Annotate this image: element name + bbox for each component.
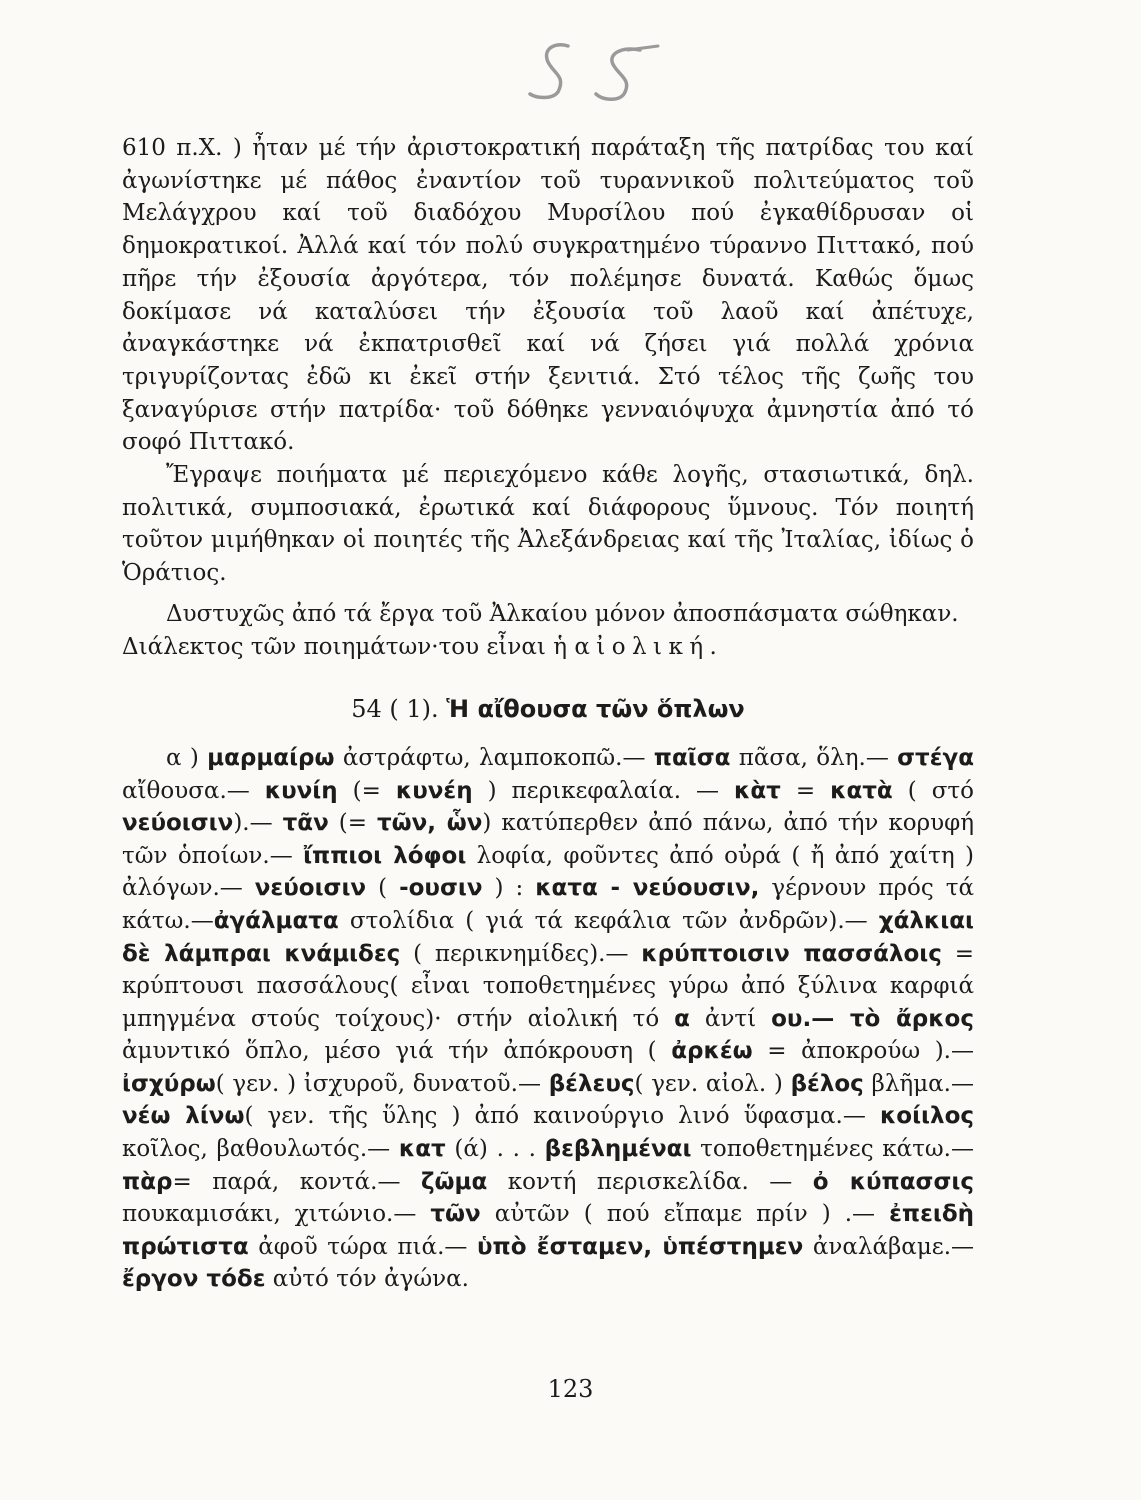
gloss-term: μαρμαίρω	[207, 744, 335, 771]
gloss-text: (=	[328, 810, 377, 837]
intro-paragraph-2: Ἔγραψε ποιήματα μέ περιεχόμενο κάθε λογῆς, στασιωτικά, δηλ. πολιτικά, συμποσιακά, ἐρωτικά καί διάφορους ὕμνους. Τόν ποιητή τοῦτον μιμήθηκαν οἱ ποιητές τῆς Ἀλεξάνδρειας καί τῆς Ἰταλίας, ἰδίως ὁ Ὁράτιος.	[122, 462, 974, 587]
intro-paragraph-1: 610 π.Χ. ) ἦταν μέ τήν ἀριστοκρατική παράταξη τῆς πατρίδας του καί ἀγωνίστηκε μέ πάθος ἐναντίον τοῦ τυραννικοῦ πολιτεύματος τοῦ Μελάγχρου καί τοῦ διαδόχου Μυρσίλου πού ἐγκαθίδρυσαν οἱ δημοκρατικοί. Ἀλλά καί τόν πολύ συγκρατημένο τύραννο Πιττακό, πού πῆρε τήν ἐξουσία ἀργότερα, τόν πολέμησε δυνατά. Καθώς ὅμως δοκίμασε νά καταλύσει τήν ἐξουσία τοῦ λαοῦ καί ἀπέτυχε, ἀναγκάστηκε νά ἐκπατρισθεῖ καί νά ζήσει γιά πολλά χρόνια τριγυρίζοντας ἐδῶ κι ἐκεῖ στήν ξενιτιά. Στό τέλος τῆς ζωῆς του ξαναγύρισε στήν πατρίδα· τοῦ δόθηκε γενναιόψυχα ἀμνηστία ἀπό τό σοφό Πιττακό.	[122, 135, 974, 456]
gloss-text: ἀστράφτω, λαμποκοπῶ.—	[334, 744, 654, 771]
gloss-term: νεύοισιν	[122, 810, 234, 837]
gloss-text: ( περικνημίδες).—	[400, 940, 642, 967]
gloss-term: ὀ κύπασσις	[812, 1168, 974, 1195]
gloss-term: κυνίη	[264, 777, 338, 804]
intro-paragraph-4	[122, 631, 974, 664]
gloss-text: ἀφοῦ τώρα πιά.—	[248, 1233, 477, 1260]
glossary-paragraph	[122, 742, 974, 1296]
gloss-term: -ουσιν	[399, 875, 483, 902]
gloss-text: αἴθουσα.—	[122, 777, 265, 804]
gloss-term: κατὰ	[830, 777, 893, 804]
gloss-text: ) :	[482, 875, 536, 902]
gloss-term: παῖσα	[653, 744, 731, 771]
gloss-term: ἐπειδὴ πρώτιστα	[122, 1201, 975, 1260]
gloss-term: ἀγάλματα	[213, 907, 339, 934]
gloss-text: = παρά, κοντά.—	[172, 1168, 421, 1195]
gloss-term: τῶν, ὧν	[376, 810, 483, 837]
gloss-term: κοίιλος	[879, 1103, 975, 1130]
gloss-term: νεύοισιν	[254, 875, 367, 902]
gloss-term: α	[674, 1005, 690, 1032]
gloss-text: βλῆμα.—	[863, 1070, 974, 1097]
gloss-text: ).—	[233, 810, 283, 837]
gloss-term: κυνέη	[395, 777, 473, 804]
dialect-lead: Διάλεκτος τῶν ποιημάτων·του εἶναι ἡ	[122, 633, 567, 660]
gloss-text: ( γεν. τῆς ὕλης ) ἀπό καινούργιο λινό ὕφασμα.—	[244, 1103, 880, 1130]
gloss-text: ἀναλάβαμε.—	[803, 1233, 974, 1260]
gloss-term: βέλος	[790, 1070, 864, 1097]
gloss-text: αὐτό τόν ἀγώνα.	[265, 1266, 469, 1293]
gloss-text: κοντή περισκελίδα. —	[487, 1168, 813, 1195]
gloss-text: ) κατύπερθεν ἀπό πάνω, ἀπό τήν κορυφή τῶν ὁποίων.—	[122, 810, 974, 869]
gloss-text: (=	[337, 777, 396, 804]
gloss-text: (	[366, 875, 400, 902]
gloss-text: κοῖλος, βαθουλωτός.—	[122, 1136, 399, 1163]
gloss-term: κρύπτοισιν πασσάλοις	[641, 940, 942, 967]
page-body	[122, 132, 974, 1296]
gloss-term: νέω λίνω	[122, 1103, 245, 1130]
gloss-term: τᾶν	[282, 810, 329, 837]
gloss-text: γέρνουν πρός τά κάτω.—	[122, 875, 975, 934]
gloss-term: βεβλημέναι	[544, 1136, 692, 1163]
gloss-term: κὰτ	[734, 777, 781, 804]
gloss-term: ἴππιοι λόφοι	[303, 842, 467, 869]
section-title: Ἡ αἴθουσα τῶν ὅπλων	[446, 695, 745, 724]
gloss-text: (ά) . . .	[445, 1136, 545, 1163]
intro-paragraph-3: Δυστυχῶς ἀπό τά ἔργα τοῦ Ἀλκαίου μόνον ἀποσπάσματα σώθηκαν.	[166, 600, 959, 627]
gloss-term: κατ	[398, 1136, 446, 1163]
gloss-text: = ἀποκρούω ).—	[752, 1038, 974, 1065]
gloss-term: κατα - νεύουσιν,	[535, 875, 760, 902]
gloss-text: τοποθετημένες κάτω.—	[691, 1136, 974, 1163]
gloss-term: τῶν	[430, 1201, 481, 1228]
gloss-text: ἀμυντικό ὅπλο, μέσο γιά τήν ἀπόκρουση (	[122, 1038, 672, 1065]
gloss-term: πὰρ	[122, 1168, 173, 1195]
page-number: 123	[547, 1375, 594, 1403]
gloss-text: ( γεν. ) ἰσχυροῦ, δυνατοῦ.—	[215, 1070, 549, 1097]
gloss-term: στέγα	[897, 744, 975, 771]
gloss-term: χάλκιαι δὲ λάμπραι κνάμιδες	[122, 907, 974, 967]
gloss-text: α )	[166, 744, 208, 771]
gloss-text: = κρύπτουσι πασσάλους( εἶναι τοποθετημένες γύρω ἀπό ξύλινα καρφιά μπηγμένα στούς τοίχους)· στήν αἰολική τό	[122, 940, 974, 1032]
handwritten-page-number	[520, 36, 680, 106]
gloss-term: ἰσχύρω	[122, 1070, 216, 1097]
gloss-term: ου.— τὸ ἄρκος	[771, 1005, 974, 1032]
section-number: 54 ( 1).	[351, 695, 439, 724]
gloss-text: ) περικεφαλαία. —	[472, 777, 735, 804]
gloss-text: στολίδια ( γιά τά κεφάλια τῶν ἀνδρῶν).—	[338, 907, 879, 934]
section-heading	[122, 693, 974, 726]
dialect-name: αἰολική.	[574, 633, 724, 660]
gloss-text: πουκαμισάκι, χιτώνιο.—	[122, 1201, 431, 1228]
gloss-text: ( στό	[892, 777, 974, 804]
gloss-text: πᾶσα, ὅλη.—	[730, 744, 898, 771]
gloss-text: λοφία, φοῦντες ἀπό οὐρά ( ἤ ἀπό χαίτη ) ἀλόγων.—	[122, 842, 974, 902]
gloss-term: ὑπὸ ἔσταμεν, ὑπέστημεν	[476, 1233, 804, 1260]
gloss-text: ( γεν. αἰολ. )	[634, 1070, 791, 1097]
gloss-term: ἀρκέω	[671, 1038, 753, 1065]
gloss-text: ἀντί	[689, 1005, 772, 1032]
gloss-text: =	[780, 777, 831, 804]
gloss-text: αὐτῶν ( πού εἴπαμε πρίν ) .—	[480, 1201, 890, 1228]
gloss-term: ζῶμα	[420, 1168, 488, 1195]
gloss-term: βέλευς	[548, 1070, 635, 1097]
gloss-term: ἔργον τόδε	[122, 1266, 266, 1293]
